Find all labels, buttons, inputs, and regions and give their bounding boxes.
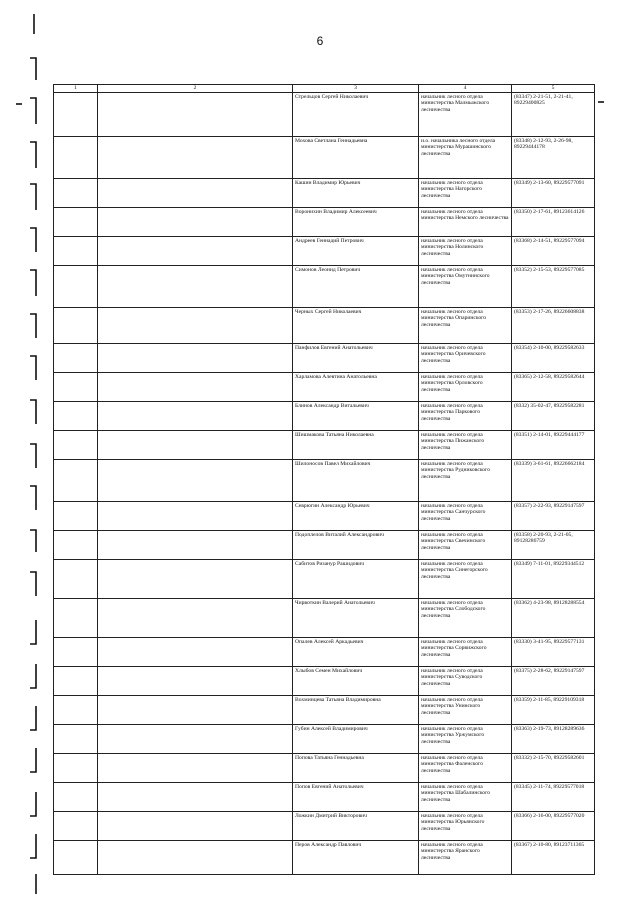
cell-phones: (83366) 2-16-00, 89229577020 (512, 811, 595, 840)
cell-phones: (83351) 2-14-01, 89229444177 (512, 430, 595, 459)
cell-phones: (83368) 2-14-51, 89229577094 (512, 236, 595, 265)
table-row (54, 372, 595, 401)
cell-position: начальник лесного отдела министерства Паркового лесничества (419, 401, 512, 430)
cell-number (54, 695, 98, 724)
cell-position: начальник лесного отдела министерства Оричевского лесничества (419, 343, 512, 372)
cell-phones: (83332) 2-15-70, 89229582601 (512, 753, 595, 782)
cell-position: начальник лесного отдела министерства Яранского лесничества (419, 840, 512, 874)
cell-number (54, 666, 98, 695)
cell-position: начальник лесного отдела министерства Опаринского лесничества (419, 307, 512, 343)
cell-department (98, 501, 293, 530)
cell-department (98, 598, 293, 637)
table-row (54, 782, 595, 811)
cell-phones: (83375) 2-28-62, 89229147597 (512, 666, 595, 695)
table-row (54, 666, 595, 695)
table-row (54, 637, 595, 666)
cell-position: и.о. начальника лесного отдела министерства Мурашинского лесничества (419, 136, 512, 178)
cell-number (54, 92, 98, 136)
cell-phones: (83347) 2-21-51, 2-21-41, 89229400825 (512, 92, 595, 136)
cell-number (54, 265, 98, 307)
cell-department (98, 430, 293, 459)
table-row (54, 501, 595, 530)
cell-department (98, 753, 293, 782)
cell-full-name: Хлыбов Семен Михайлович (293, 666, 419, 695)
table-row (54, 92, 595, 136)
cell-department (98, 92, 293, 136)
cell-full-name: Харламова Алевтина Анатольевна (293, 372, 419, 401)
cell-position: начальник лесного отдела министерства Санчурского лесничества (419, 501, 512, 530)
cell-department (98, 695, 293, 724)
cell-full-name: Черных Сергей Николаевич (293, 307, 419, 343)
cell-number (54, 343, 98, 372)
cell-number (54, 207, 98, 236)
cell-number (54, 530, 98, 559)
table-row (54, 178, 595, 207)
table-row (54, 430, 595, 459)
table-row (54, 459, 595, 501)
cell-position: начальник лесного отдела министерства Сорвижского лесничества (419, 637, 512, 666)
cell-position: начальник лесного отдела министерства Омутнинского лесничества (419, 265, 512, 307)
table-row (54, 598, 595, 637)
cell-full-name: Перов Александр Павлович (293, 840, 419, 874)
cell-number (54, 559, 98, 598)
column-header-1: 1 (54, 85, 98, 93)
cell-phones: (83345) 2-11-74, 89229577018 (512, 782, 595, 811)
cell-department (98, 782, 293, 811)
cell-position: начальник лесного отдела министерства Фаленского лесничества (419, 753, 512, 782)
cell-full-name: Губин Алексей Владимирович (293, 724, 419, 753)
cell-number (54, 811, 98, 840)
cell-phones: (8332) 35-02-47, 89229582281 (512, 401, 595, 430)
table-header-row (54, 85, 595, 93)
cell-number (54, 501, 98, 530)
cell-full-name: Мохова Светлана Геннадьевна (293, 136, 419, 178)
cell-department (98, 637, 293, 666)
cell-position: начальник лесного отдела министерства Малмыжского лесничества (419, 92, 512, 136)
cell-department (98, 666, 293, 695)
cell-position: начальник лесного отдела министерства Шабалинского лесничества (419, 782, 512, 811)
table-body (54, 92, 595, 874)
cell-number (54, 136, 98, 178)
cell-position: начальник лесного отдела министерства Унинского лесничества (419, 695, 512, 724)
cell-position: начальник лесного отдела министерства Уржумского лесничества (419, 724, 512, 753)
cell-full-name: Стрельцов Сергей Николаевич (293, 92, 419, 136)
cell-full-name: Блинов Александр Витальевич (293, 401, 419, 430)
cell-department (98, 178, 293, 207)
cell-department (98, 811, 293, 840)
cell-number (54, 840, 98, 874)
cell-number (54, 372, 98, 401)
table-row (54, 307, 595, 343)
cell-phones: (83367) 2-10-80, 89123711365 (512, 840, 595, 874)
cell-department (98, 724, 293, 753)
cell-phones: (83363) 2-19-73, 89128289636 (512, 724, 595, 753)
cell-full-name: Подоплелов Виталий Александрович (293, 530, 419, 559)
cell-number (54, 598, 98, 637)
column-header-3: 3 (293, 85, 419, 93)
table-row (54, 207, 595, 236)
cell-full-name: Воронихин Владимир Алексеевич (293, 207, 419, 236)
cell-full-name: Опалев Алексей Аркадьевич (293, 637, 419, 666)
cell-position: начальник лесного отдела министерства Нолинского лесничества (419, 236, 512, 265)
cell-number (54, 753, 98, 782)
cell-position: начальник лесного отдела министерства Пижанского лесничества (419, 430, 512, 459)
cell-position: начальник лесного отдела министерства Орловского лесничества (419, 372, 512, 401)
cell-position: начальник лесного отдела министерства Юрьянского лесничества (419, 811, 512, 840)
staff-table (53, 84, 595, 875)
cell-full-name: Шишмакова Татьяна Николаевна (293, 430, 419, 459)
cell-position: начальник лесного отдела министерства Свечинского лесничества (419, 530, 512, 559)
cell-department (98, 459, 293, 501)
cell-department (98, 530, 293, 559)
column-header-2: 2 (98, 85, 293, 93)
column-header-5: 5 (512, 85, 595, 93)
cell-number (54, 782, 98, 811)
cell-phones: (83348) 2-12-93, 2-26-98, 89229444178 (512, 136, 595, 178)
cell-full-name: Шилоносов Павел Михайлович (293, 459, 419, 501)
cell-phones: (83330) 3-41-95, 89229577131 (512, 637, 595, 666)
cell-department (98, 840, 293, 874)
cell-department (98, 372, 293, 401)
cell-number (54, 430, 98, 459)
table-row (54, 401, 595, 430)
cell-department (98, 307, 293, 343)
cell-number (54, 401, 98, 430)
cell-number (54, 459, 98, 501)
table-row (54, 530, 595, 559)
cell-department (98, 136, 293, 178)
cell-position: начальник лесного отдела министерства Синегорского лесничества (419, 559, 512, 598)
cell-phones: (83359) 2-11-85, 89229109318 (512, 695, 595, 724)
cell-phones: (83349) 2-13-60, 89229577091 (512, 178, 595, 207)
table-row (54, 811, 595, 840)
cell-department (98, 265, 293, 307)
cell-full-name: Андреев Геннадий Петрович (293, 236, 419, 265)
cell-full-name: Севрюгин Александр Юрьевич (293, 501, 419, 530)
cell-phones: (83339) 3-61-61, 89226662184 (512, 459, 595, 501)
cell-full-name: Симонов Леонид Петрович (293, 265, 419, 307)
table-row (54, 265, 595, 307)
cell-full-name: Чирвоткин Валерий Анатольевич (293, 598, 419, 637)
table-row (54, 840, 595, 874)
cell-phones: (83350) 2-17-61, 89123614126 (512, 207, 595, 236)
cell-department (98, 207, 293, 236)
cell-full-name: Панфилов Евгений Анатольевич (293, 343, 419, 372)
cell-position: начальник лесного отдела министерства Слободского лесничества (419, 598, 512, 637)
cell-phones: (83357) 2-22-93, 89229147597 (512, 501, 595, 530)
table-row (54, 559, 595, 598)
cell-position: начальник лесного отдела министерства Немского лесничества (419, 207, 512, 236)
cell-phones: (83358) 2-20-93, 2-21-05, 89128286759 (512, 530, 595, 559)
cell-phones: (83354) 2-10-00, 89229582633 (512, 343, 595, 372)
cell-number (54, 637, 98, 666)
cell-number (54, 178, 98, 207)
cell-number (54, 307, 98, 343)
cell-number (54, 724, 98, 753)
column-header-4: 4 (419, 85, 512, 93)
table-row (54, 753, 595, 782)
cell-full-name: Кашин Владимир Юрьевич (293, 178, 419, 207)
cell-position: начальник лесного отдела министерства Рудниковского лесничества (419, 459, 512, 501)
cell-phones: (83352) 2-15-53, 89229577085 (512, 265, 595, 307)
cell-phones: (83365) 2-12-58, 89229582644 (512, 372, 595, 401)
cell-full-name: Вохминцева Татьяна Владимировна (293, 695, 419, 724)
cell-phones: (83362) 4-23-98, 89128288554 (512, 598, 595, 637)
cell-department (98, 401, 293, 430)
table-row (54, 343, 595, 372)
cell-number (54, 236, 98, 265)
cell-phones: (83349) 7-11-01, 89229344512 (512, 559, 595, 598)
cell-full-name: Сабитов Ризанур Рашидович (293, 559, 419, 598)
cell-department (98, 343, 293, 372)
cell-full-name: Попов Евгений Анатольевич (293, 782, 419, 811)
cell-phones: (83353) 2-17-26, 89226608838 (512, 307, 595, 343)
table-row (54, 236, 595, 265)
table-row (54, 136, 595, 178)
cell-department (98, 559, 293, 598)
cell-full-name: Попова Татьяна Геннадьевна (293, 753, 419, 782)
cell-position: начальник лесного отдела министерства Нагорского лесничества (419, 178, 512, 207)
table-row (54, 724, 595, 753)
cell-full-name: Ложкин Дмитрий Викторович (293, 811, 419, 840)
page-number: 6 (316, 34, 324, 48)
cell-department (98, 236, 293, 265)
cell-position: начальник лесного отдела министерства Суводского лесничества (419, 666, 512, 695)
table-row (54, 695, 595, 724)
